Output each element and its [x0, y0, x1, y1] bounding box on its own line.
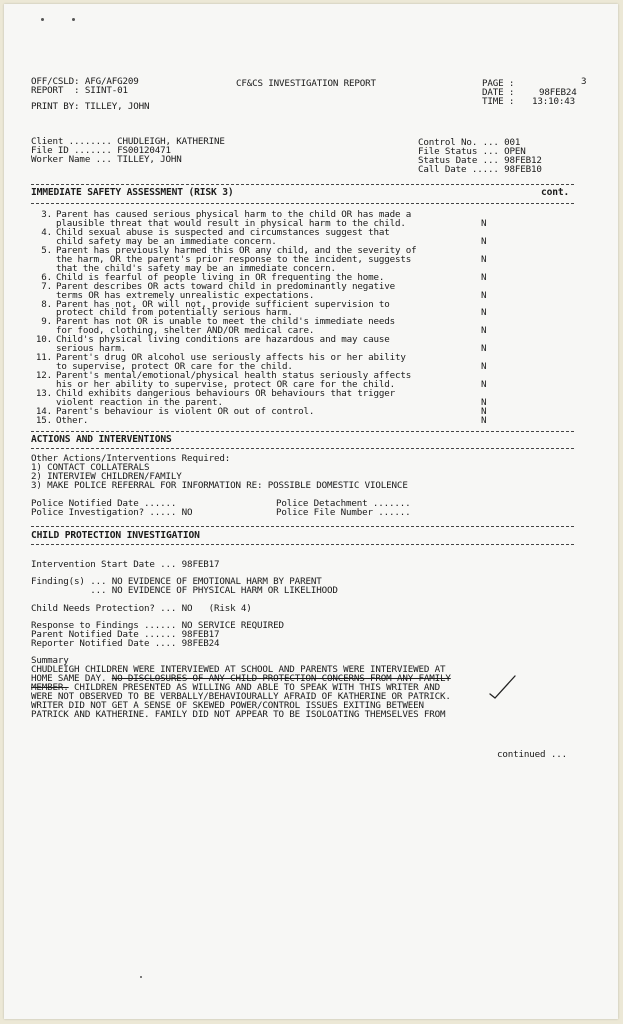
safety-item-text: for food, clothing, shelter AND/OR medical care.	[56, 325, 315, 337]
safety-item-number: 3.	[41, 209, 52, 220]
safety-item-text: Other.	[56, 414, 89, 426]
safety-item-text: Parent's behaviour is violent OR out of control.	[56, 405, 315, 417]
control-number: Control No. ... 001	[418, 137, 521, 148]
safety-item-text: violent reaction in the parent.	[56, 396, 223, 408]
scan-speck	[72, 18, 75, 21]
safety-item-answer: N	[481, 414, 487, 426]
safety-item-text: his or her ability to supervise, protect OR care for the child.	[56, 379, 396, 391]
safety-item-answer: N	[481, 379, 487, 391]
safety-item-answer: N	[481, 253, 487, 265]
safety-item-number: 9.	[41, 316, 52, 328]
divider	[31, 203, 574, 204]
safety-item-text: the harm, OR the parent's prior response to the incident, suggests	[56, 253, 412, 265]
safety-item-answer: N	[481, 325, 487, 337]
struck-text: MEMBER.	[31, 682, 69, 693]
date-label: DATE :	[482, 87, 515, 98]
time-label: TIME :	[482, 96, 515, 107]
safety-item-text: Parent's drug OR alcohol use seriously affects his or her ability	[56, 352, 406, 364]
summary-line: PATRICK AND KATHERINE. FAMILY DID NOT APPEAR TO BE ISOLOATING THEMSELVES FROM	[31, 709, 446, 720]
safety-item-number: 5.	[41, 244, 52, 256]
safety-item-answer: N	[481, 271, 487, 283]
handwritten-checkmark-icon	[488, 674, 518, 700]
report-title: CF&CS INVESTIGATION REPORT	[236, 78, 376, 89]
divider	[31, 431, 574, 432]
safety-item-text: Parent has caused serious physical harm to the child OR has made a	[56, 209, 412, 220]
summary-line: WERE NOT OBSERVED TO BE VERBALLY/BEHAVIOURALLY AFRAID OF KATHERINE OR PATRICK.	[31, 691, 451, 702]
parent-notified-date: Parent Notified Date ...... 98FEB17	[31, 629, 220, 640]
actions-section-title: ACTIONS AND INTERVENTIONS	[31, 434, 172, 445]
scan-speck	[140, 976, 142, 978]
action-item: 3) MAKE POLICE REFERRAL FOR INFORMATION RE: POSSIBLE DOMESTIC VIOLENCE	[31, 480, 408, 491]
safety-item-answer: N	[481, 235, 487, 247]
safety-item-text: that the child's safety may be an immediate concern.	[56, 262, 336, 274]
safety-item-text: Child exhibits dangerious behaviours OR behaviours that trigger	[56, 388, 396, 399]
call-date: Call Date ..... 98FEB10	[418, 164, 542, 175]
safety-item-text: terms OR has extremely unrealistic expectations.	[56, 289, 315, 301]
safety-item-text: serious harm.	[56, 343, 126, 355]
safety-item-answer: N	[481, 343, 487, 355]
police-detachment: Police Detachment .......	[276, 498, 411, 509]
summary-label: Summary	[31, 655, 69, 666]
actions-required-label: Other Actions/Interventions Required:	[31, 453, 231, 464]
page-label: PAGE :	[482, 78, 515, 89]
file-id: File ID ....... FS00120471	[31, 145, 171, 156]
safety-item-text: Child's physical living conditions are hazardous and may cause	[56, 334, 390, 346]
time-value: 13:10:43	[532, 96, 576, 107]
status-date: Status Date ... 98FEB12	[418, 155, 542, 166]
print-by: PRINT BY: TILLEY, JOHN	[31, 101, 150, 112]
divider	[31, 526, 574, 527]
safety-item-text: Parent has not OR is unable to meet the child's immediate needs	[56, 316, 396, 328]
summary-line: WRITER DID NOT GET A SENSE OF SKEWED POWER/CONTROL ISSUES EXITING BETWEEN	[31, 700, 424, 711]
safety-item-number: 15.	[35, 414, 52, 426]
safety-item-number: 14.	[35, 405, 52, 417]
summary-text: CHILDREN PRESENTED AS WILLING AND ABLE TO SPEAK WITH THIS WRITER AND	[68, 682, 440, 693]
safety-item-number: 4.	[41, 226, 52, 238]
police-file-number: Police File Number ......	[276, 507, 411, 518]
safety-item-text: protect child from potentially serious harm.	[56, 307, 293, 319]
safety-item-text: Parent describes OR acts toward child in predominantly negative	[56, 280, 396, 292]
date-value: 98FEB24	[539, 87, 577, 98]
safety-item-answer: N	[481, 361, 487, 373]
summary-text: HOME SAME DAY.	[31, 673, 112, 684]
safety-item-answer: N	[481, 289, 487, 301]
office-code: OFF/CSLD: AFG/AFG209	[31, 76, 139, 87]
document-page	[4, 4, 618, 1019]
safety-item-answer: N	[481, 396, 487, 408]
continued-footer: continued ...	[497, 749, 567, 760]
child-needs-protection: Child Needs Protection? ... NO (Risk 4)	[31, 603, 252, 614]
safety-section-title: IMMEDIATE SAFETY ASSESSMENT (RISK 3)	[31, 187, 234, 198]
cpi-section-title: CHILD PROTECTION INVESTIGATION	[31, 530, 200, 541]
intervention-start-date: Intervention Start Date ... 98FEB17	[31, 559, 220, 570]
safety-item-number: 12.	[35, 370, 52, 382]
page-number: 3	[581, 76, 587, 87]
divider	[31, 544, 574, 545]
safety-item-number: 13.	[35, 388, 52, 399]
safety-item-text: to supervise, protect OR care for the child.	[56, 361, 293, 373]
safety-item-text: Child sexual abuse is suspected and circumstances suggest that	[56, 226, 390, 238]
safety-item-number: 8.	[41, 298, 52, 310]
response-to-findings: Response to Findings ...... NO SERVICE REQUIRED	[31, 620, 284, 631]
safety-item-text: Parent has previously harmed this OR any child, and the severity of	[56, 244, 417, 256]
safety-item-text: child safety may be an immediate concern.	[56, 235, 277, 247]
client-name: Client ........ CHUDLEIGH, KATHERINE	[31, 136, 225, 147]
findings-line-2: ... NO EVIDENCE OF PHYSICAL HARM OR LIKELIHOOD	[31, 585, 338, 596]
divider	[31, 448, 574, 449]
safety-item-number: 6.	[41, 271, 52, 283]
reporter-notified-date: Reporter Notified Date .... 98FEB24	[31, 638, 220, 649]
report-code: REPORT : SIINT-01	[31, 85, 128, 96]
action-item: 1) CONTACT COLLATERALS	[31, 462, 150, 473]
worker-name: Worker Name ... TILLEY, JOHN	[31, 154, 182, 165]
file-status: File Status ... OPEN	[418, 146, 526, 157]
safety-item-answer: N	[481, 307, 487, 319]
police-investigation: Police Investigation? ..... NO	[31, 507, 193, 518]
safety-item-number: 11.	[35, 352, 52, 364]
safety-item-answer: N	[481, 217, 487, 229]
summary-line: CHUDLEIGH CHILDREN WERE INTERVIEWED AT SCHOOL AND PARENTS WERE INTERVIEWED AT	[31, 664, 446, 675]
police-notified-date: Police Notified Date ......	[31, 498, 177, 509]
safety-item-answer: N	[481, 405, 487, 417]
action-item: 2) INTERVIEW CHILDREN/FAMILY	[31, 471, 182, 482]
findings-line-1: Finding(s) ... NO EVIDENCE OF EMOTIONAL HARM BY PARENT	[31, 576, 322, 587]
continued-marker: cont.	[541, 187, 570, 198]
divider	[31, 184, 574, 185]
safety-item-number: 7.	[41, 280, 52, 292]
safety-item-text: Parent's mental/emotional/physical health status seriously affects	[56, 370, 412, 382]
safety-item-text: plausible threat that would result in physical harm to the child.	[56, 217, 406, 229]
safety-item-text: Parent has not, OR will not, provide sufficient supervision to	[56, 298, 390, 310]
scan-speck	[41, 18, 44, 21]
struck-text: NO DISCLOSURES OF ANY CHILD PROTECTION CONCERNS FROM ANY FAMILY	[111, 673, 451, 684]
safety-item-number: 10.	[35, 334, 52, 346]
safety-item-text: Child is fearful of people living in OR frequenting the home.	[56, 271, 385, 283]
